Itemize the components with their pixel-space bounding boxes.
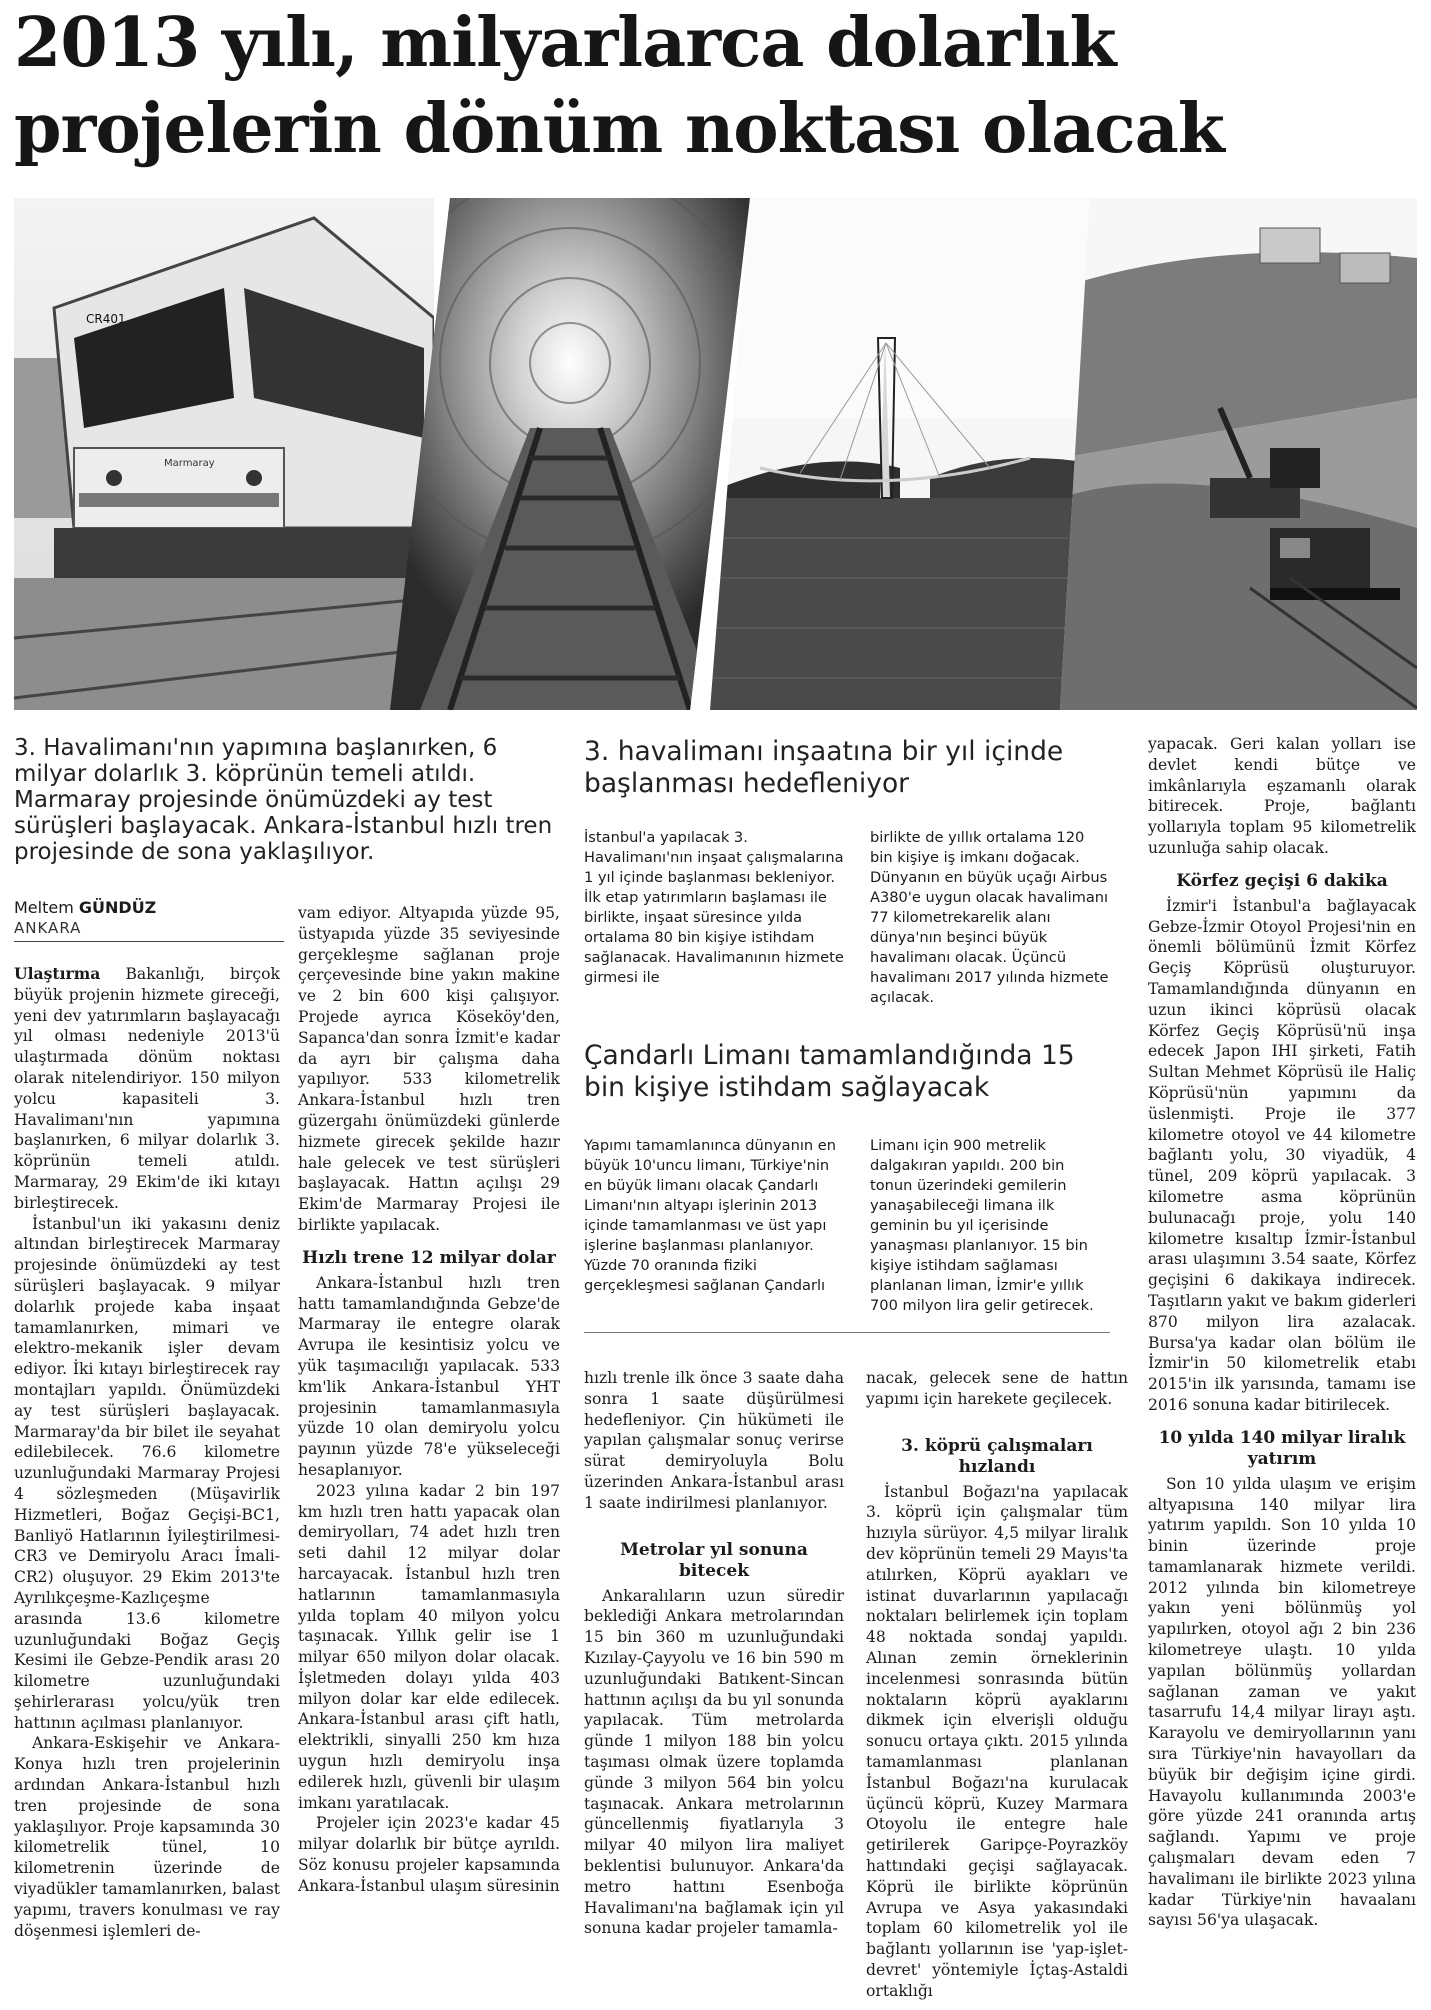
subheading: Metrolar yıl sonuna bitecek [620, 1539, 808, 1581]
box-divider [584, 1332, 1110, 1333]
subheading: 10 yılda 140 milyar liralık yatırım [1158, 1427, 1406, 1469]
port-box-title: Çandarlı Limanı tamamlandığında 15 bin kişiye istihdam sağlayacak [584, 1040, 1075, 1103]
paragraph: hızlı trenle ilk önce 3 saate daha sonra 1 saate düşürülmesi hedefleniyor. Çin hükümeti ile yapılan çalışmalar sonuç verirse sürat demiryoluyla Bolu üzerinden Ankara-İstanbul arası 1 saate indirilmesi planlanıyor. [584, 1369, 844, 1512]
subheading: Hızlı trene 12 milyar dolar [302, 1247, 556, 1268]
paragraph: Ankara-İstanbul hızlı tren hattı tamamlandığında Gebze'de Marmaray ile entegre olarak Avrupa ile kesintisiz yolcu ve yük taşımacılığı yapılacak. 533 km'lik Ankara-İstanbul YHT projesinin tamamlanmasıyla yüzde 10 olan demiryolu yolcu payının yüzde 78'e yükseleceği hesaplanıyor. [298, 1273, 560, 1479]
subheading: 3. köprü çalışmaları hızlandı [901, 1435, 1093, 1477]
headline: 2013 yılı, milyarlarca dolarlık projelerin dönüm noktası olacak [14, 3, 1224, 169]
article-column-3 [584, 1368, 844, 1939]
paragraph: Ankaralıların uzun süredir beklediği Ankara metrolarından 15 bin 360 m uzunluğundaki Kızılay-Çayyolu ve 16 bin 590 m uzunluğundaki Batıkent-Sincan hattının açılışı da bu yıl sonunda yapılacak. Tüm metrolarda günde 1 milyon 188 bin yolcu taşıması olmak üzere toplamda günde 3 milyon 564 bin yolcu taşınacak. Ankara metrolarının güncellenmiş fiyatlarıyla 3 milyar 40 milyon lira maliyet beklentisi bulunuyor. Ankara'da metro hattını Esenboğa Havalimanı'na bağlamak için yıl sonuna kadar projeler tamamla- [584, 1586, 844, 1938]
port-text-left: Yapımı tamamlanınca dünyanın en büyük 10'uncu limanı, Türkiye'nin en büyük limanı olacak Çandarlı Limanı'nın altyapı işlerinin 2013 içinde tamamlanması ve üst yapı işlerine başlanması planlanıyor. Yüzde 70 oranında fiziki gerçekleşmesi sağlanan Çandarlı [584, 1137, 837, 1294]
paragraph: 2023 yılına kadar 2 bin 197 km hızlı tren hattı yapacak olan demiryolları, 74 adet hızlı tren seti dahil 12 milyar dolar harcayacak. İstanbul hızlı tren hatlarının tamamlanmasıyla yılda toplam 40 milyon yolcu taşınacak. Yıllık gelir ise 1 milyar 650 milyon dolar olacak. İşletmeden dolayı yılda 403 milyon dolar kar elde edilecek. Ankara-İstanbul arası çift hatlı, elektrikli, sinyalli 250 km hıza uygun hızlı demiryolu inşa edilerek hızlı, güvenli bir ulaşım imkanı yaratılacak. [298, 1481, 560, 1812]
lead-word: Ulaştırma [14, 964, 101, 983]
paragraph: Son 10 yılda ulaşım ve erişim altyapısına 140 milyar lira yatırım yapıldı. Son 10 yılda 10 binin üzerinde proje tamamlanarak hizmete verildi. 2012 yılında bin kilometreye yakın yeni bölünmüş yol yapılırken, otoyol ağı 2 bin 236 kilometreye ulaştı. 10 yılda yapılan bölünmüş yollardan sağlanan zaman ve yakıt tasarrufu 14,4 milyar lirayı aştı. Karayolu ve demiryollarının yanı sıra Türkiye'nin havayolları da büyük bir değişim içine girdi. Havayolu kullanımında 2003'e göre yüzde 241 oranında artış sağlandı. Yapımı ve proje çalışmaları devam eden 7 havalimanı ile birlikte 2023 yılına kadar Türkiye'nin havaalanı sayısı 56'ya ulaşacak. [1148, 1474, 1416, 1930]
marmaray-train-photo [14, 198, 434, 710]
port-text-right: Limanı için 900 metrelik dalgakıran yapıldı. 200 bin tonun üzerindeki gemilerin yanaşabileceği limana ilk geminin bu yıl içerisinde yanaşması planlanıyor. 15 bin kişiye istihdam sağlaması planlanan liman, İzmir'e yıllık 700 milyon lira gelir getirecek. [870, 1137, 1094, 1314]
airport-box-title: 3. havalimanı inşaatına bir yıl içinde başlanması hedefleniyor [584, 736, 1064, 799]
railway-construction-photo [1060, 198, 1417, 710]
tunnel-photo [390, 198, 750, 710]
paragraph: vam ediyor. Altyapıda yüzde 95, üstyapıda yüzde 35 seviyesinde gerçekleşme sağlanan proje çerçevesinde bine yakın makine ve 2 bin 600 kişi çalışıyor. Projede ayrıca Köseköy'den, Sapanca'dan sonra İzmit'e kadar da ayrı bir çalışma daha yapılıyor. 533 kilometrelik Ankara-İstanbul hızlı tren güzergahı önümüzdeki günlerde hizmete girecek şekilde hazır hale gelecek ve test sürüşleri başlayacak. Hattın açılışı 29 Ekim'de Marmaray Projesi ile birlikte yapılacak. [298, 904, 560, 1234]
article-column-2 [298, 903, 560, 1897]
bridge-photo [700, 198, 1090, 710]
airport-text-right: birlikte de yıllık ortalama 120 bin kişiye iş imkanı doğacak. Dünyanın en büyük uçağı Airbus A380'e uygun olacak havalimanı 77 kilometrekarelik alanı dünya'nın beşinci büyük havalimanı olacak. Üçüncü havalimanı 2017 yılında hizmete açılacak. [870, 829, 1109, 1006]
paragraph: Ankara-Eskişehir ve Ankara-Konya hızlı tren projelerinin ardından Ankara-İstanbul hızlı tren projesinde de sona yaklaşılıyor. Proje kapsamında 30 kilometrelik tünel, 10 kilometrenin üzerinde de viyadükler tamamlanırken, balast yapımı, travers konulması ve ray döşenmesi işlemleri de- [14, 1734, 280, 1940]
subheading: Körfez geçişi 6 dakika [1176, 870, 1388, 891]
article-column-1 [14, 964, 280, 1941]
lead-paragraph: 3. Havalimanı'nın yapımına başlanırken, 6 milyar dolarlık 3. köprünün temeli atıldı. Marmaray projesinde önümüzdeki ay test sürüşleri başlayacak. Ankara-İstanbul hızlı tren projesinde de sona yaklaşılıyor. [14, 735, 553, 865]
article-column-5 [1148, 734, 1416, 1931]
article-column-4 [866, 1368, 1128, 2002]
marmaray-brand: Marmaray [164, 458, 215, 469]
paragraph: İstanbul Boğazı'na yapılacak 3. köprü için çalışmalar tüm hızıyla sürüyor. 4,5 milyar liralık dev köprünün temeli 29 Mayıs'ta atılırken, Köprü ayakları ve istinat duvarlarının yapılacağı noktaları belirlemek için toplam 48 noktada sondaj yapıldı. Alınan zemin örneklerinin incelenmesi sonrasında bütün noktaların köprü ayaklarını dikmek için elverişli olduğu sonucu ortaya çıktı. 2015 yılında tamamlanması planlanan İstanbul Boğazı'na kurulacak üçüncü köprü, Kuzey Marmara Otoyolu ile entegre hale getirilerek Garipçe-Poyrazköy hattındaki geçişi sağlayacak. Köprü ile birlikte köprünün Avrupa ve Asya yakasındaki toplam 60 kilometrelik yol ile bağlantı yollarının ise 'yap-işlet-devret' yöntemiyle İçtaş-Astaldi ortaklığı [866, 1482, 1128, 2000]
paragraph: yapacak. Geri kalan yolları ise devlet kendi bütçe ve imkânlarıyla eşzamanlı olarak bitirecek. Proje, bağlantı yollarıyla toplam 95 kilometrelik uzunluğa sahip olacak. [1148, 735, 1416, 857]
paragraph: Ulaştırma Bakanlığı, birçok büyük projenin hizmete gireceği, yeni dev yatırımların başlayacağı yıl olması nedeniyle 2013'ü ulaştırmada dönüm noktası olarak nitelendiriyor. 150 milyon yolcu kapasiteli 3. Havalimanı'nın yapımına başlanırken, 6 milyar dolarlık 3. köprünün temeli atıldı. Marmaray, 29 Ekim'de iki kıtayı birleştirecek. [14, 964, 280, 1212]
author-name: Meltem GÜNDÜZ [14, 898, 157, 917]
train-label: CR401 [86, 312, 126, 326]
byline [14, 898, 284, 942]
paragraph: İstanbul'un iki yakasını deniz altından birleştirecek Marmaray projesinde önümüzdeki ay test sürüşleri başlayacak. 9 milyar dolarlık projede kaba inşaat tamamlanırken, mimari ve elektro-mekanik işler devam ediyor. İki kıtayı birleştirecek ray montajları yapıldı. Önümüzdeki ay test sürüşleri başlayacak. Marmaray'da bir bilet ile seyahat edilebilecek. 76.6 kilometre uzunluğundaki Marmaray Projesi 4 sözleşmeden (Müşavirlik Hizmetleri, Boğaz Geçişi-BC1, Banliyö Hatlarının İyileştirilmesi-CR3 ve Demiryolu Aracı İmali-CR2) oluşuyor. 29 Ekim 2013'te Ayrılıkçeşme-Kazlıçeşme arasında 13.6 kilometre uzunluğundaki Boğaz Geçiş Kesimi ile Gebze-Pendik arası 20 kilometre uzunluğundaki şehirlerarası yolcu/yük tren hattının açılması planlanıyor. [14, 1214, 280, 1732]
paragraph: İzmir'i İstanbul'a bağlayacak Gebze-İzmir Otoyol Projesi'nin en önemli bölümünü İzmit Körfez Geçiş Köprüsü oluşturuyor. Tamamlandığında dünyanın en uzun ikinci köprüsü olacak Körfez Geçiş Köprüsü'nü inşa edecek Japon IHI şirketi, Fatih Sultan Mehmet Köprüsü ile Haliç Köprüsü'nün yapımını da üslenmişti. Proje ile 377 kilometre otoyol ve 44 kilometre bağlantı yolu, 30 viyadük, 4 tünel, 209 köprü yapılacak. 3 kilometre asma köprünün bulunacağı proje, yolu 140 kilometre kısaltıp İzmir-İstanbul arası ulaşımını 3.54 saate, Körfez geçişini 6 dakikaya indirecek. Taşıtların yakıt ve bakım giderleri 870 milyon lira azalacak. Bursa'ya kadar olan bölüm ile İzmir'in 50 kilometrelik etabı 2015'in ilk yarısında, tamamı ise 2016 sonuna kadar bitirilecek. [1148, 896, 1416, 1414]
paragraph: Projeler için 2023'e kadar 45 milyar dolarlık bir bütçe ayrıldı. Söz konusu projeler kapsamında Ankara-İstanbul ulaşım süresinin [298, 1814, 560, 1895]
airport-text-left: İstanbul'a yapılacak 3. Havalimanı'nın inşaat çalışmalarına 1 yıl içinde başlanması bekleniyor. İlk etap yatırımların başlaması ile birlikte, inşaat süresince yılda ortalama 80 bin kişiye istihdam sağlanacak. Havalimanının hizmete girmesi ile [584, 829, 844, 986]
paragraph: nacak, gelecek sene de hattın yapımı için harekete geçilecek. [866, 1369, 1128, 1408]
dateline-city: ANKARA [14, 919, 284, 942]
